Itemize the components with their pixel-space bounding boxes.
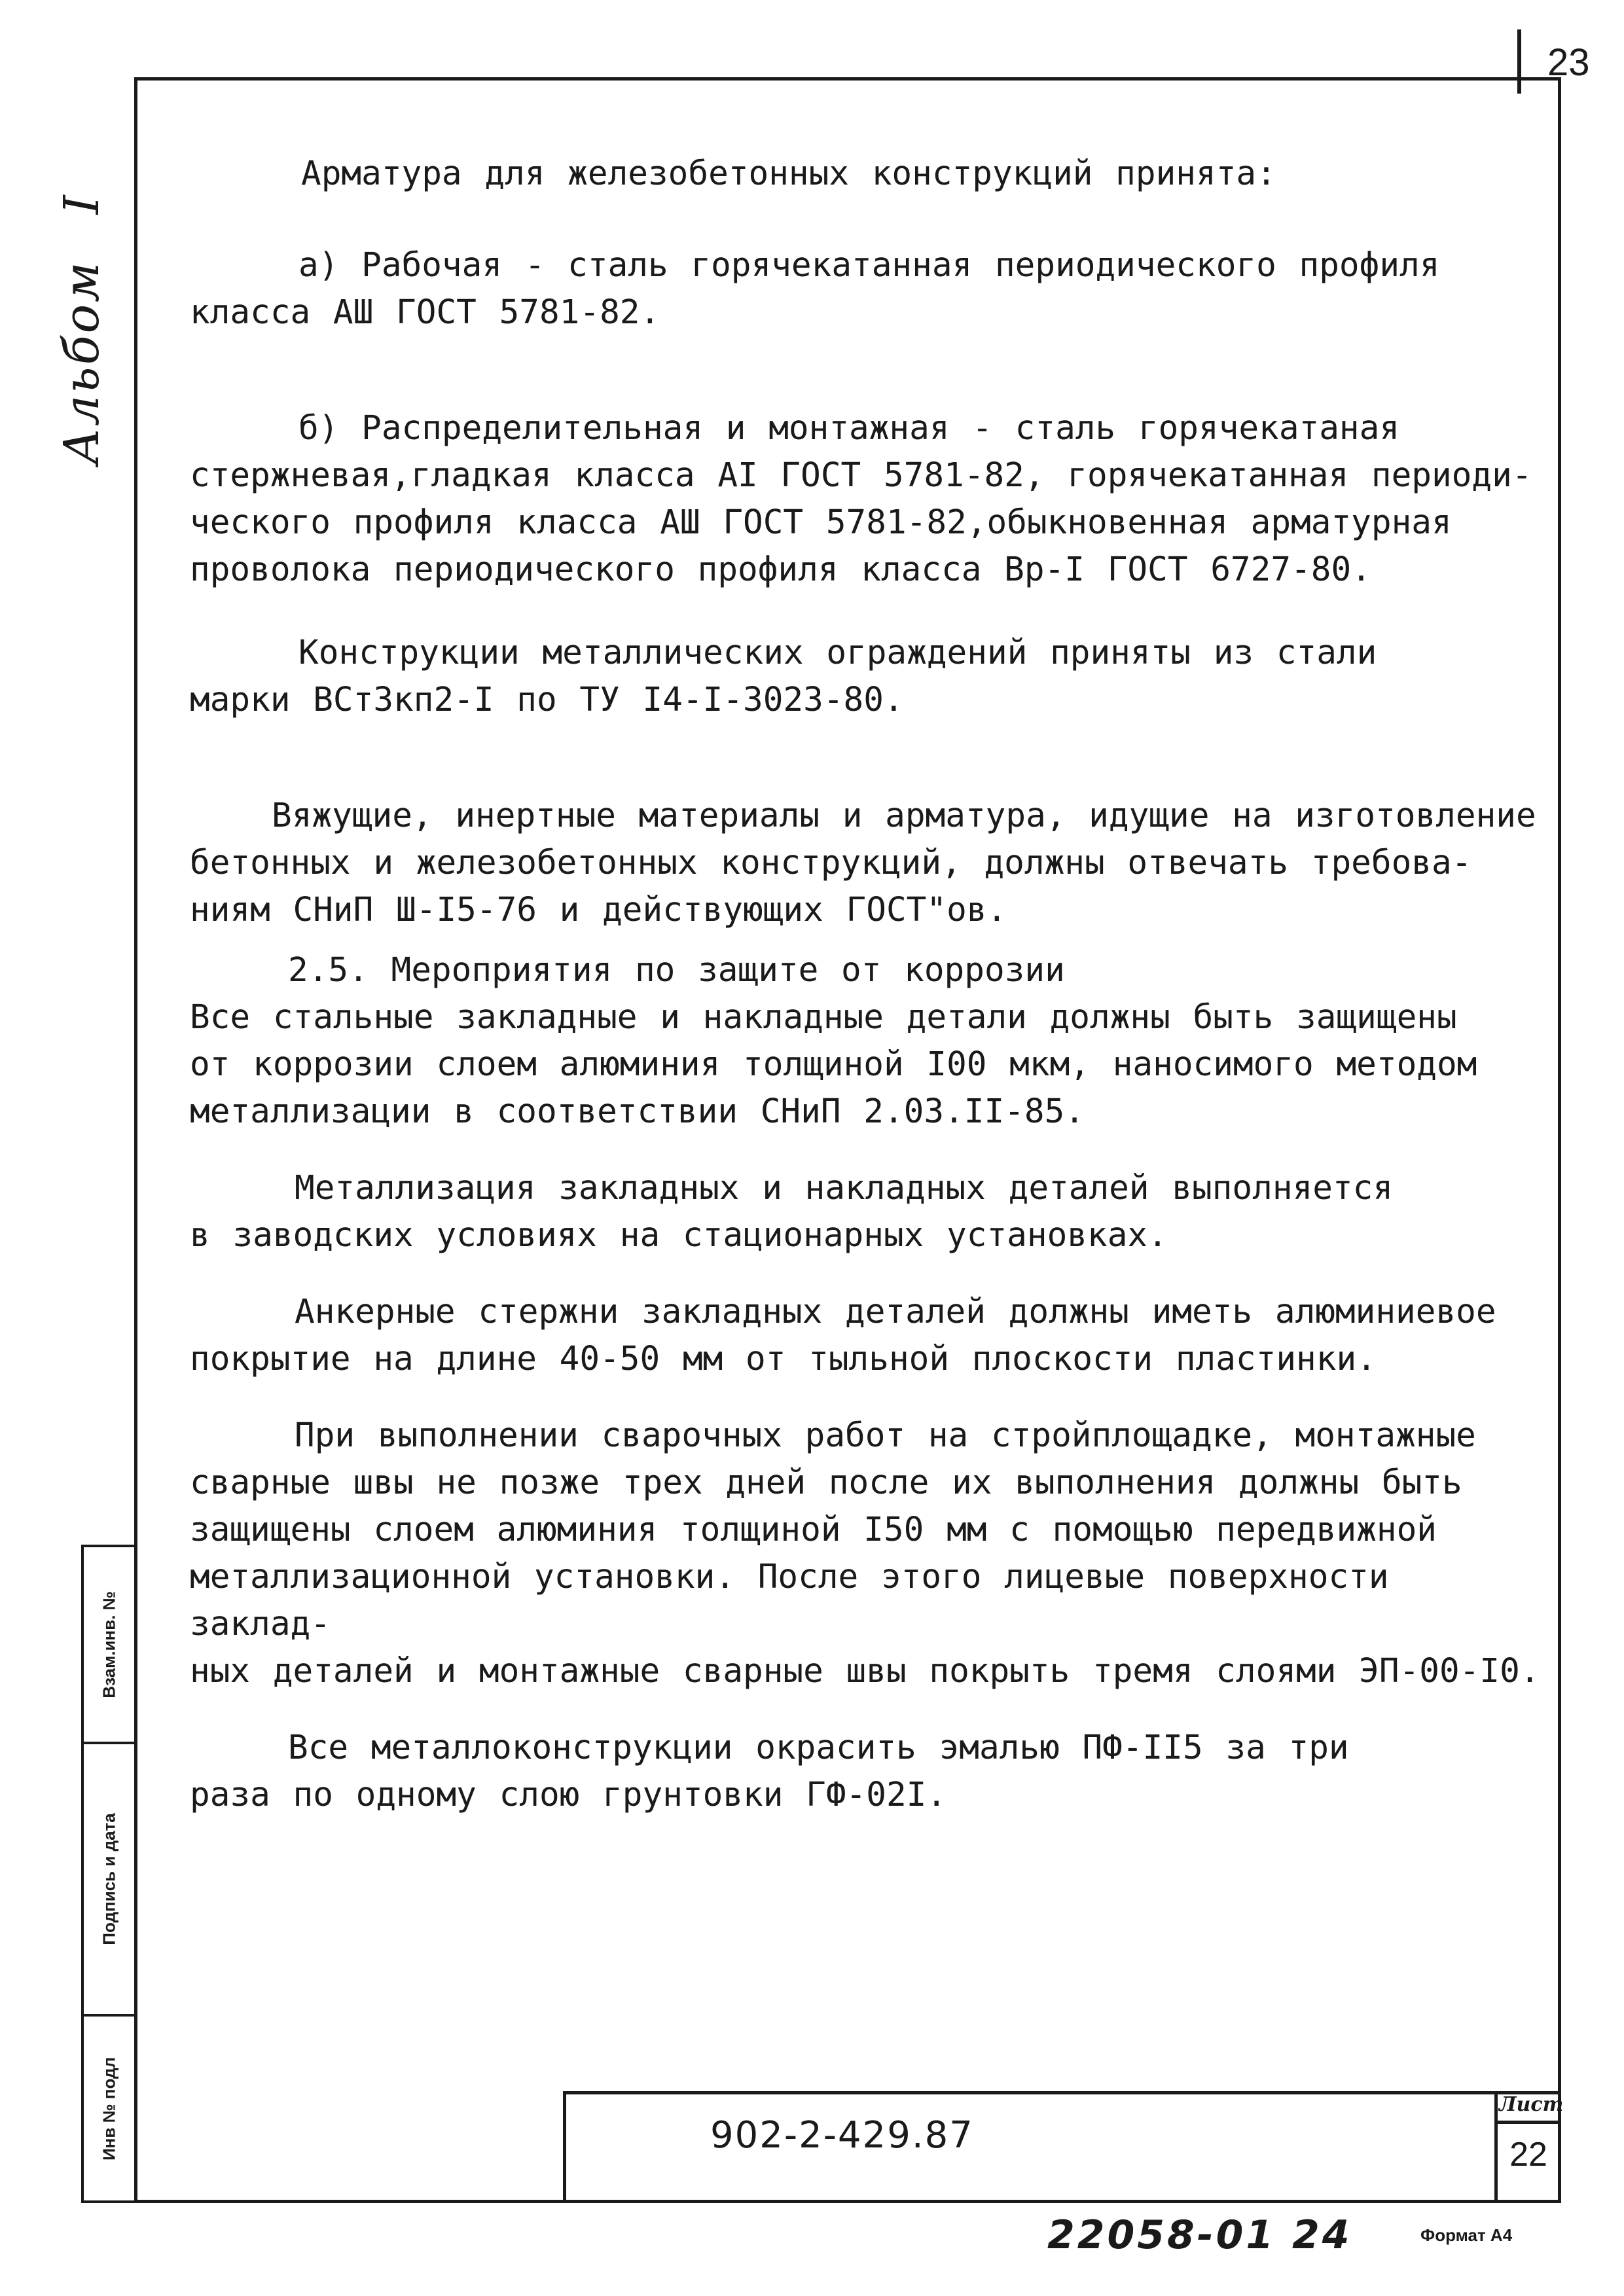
vzam-inv-label: Взам.инв. № xyxy=(99,1590,118,1698)
paragraph-corrosion: 2.5. Мероприятия по защите от коррозии Все стальные закладные и накладные детали должны быть защищены от коррозии слоем алюминия толщиной I00 мкм, наносимого методом металлизации в соответствии СНиП 2.03.II-85. xyxy=(190,951,1477,1131)
paragraph-anchor: Анкерные стержни закладных деталей должны иметь алюминиевое покрытие на длине 40-50 мм от тыльной плоскости пластинки. xyxy=(190,1293,1496,1378)
album-roman-number: I xyxy=(54,193,110,215)
paragraph-a: а) Рабочая - сталь горячекатанная периодического профиля класса АШ ГОСТ 5781-82. xyxy=(190,246,1440,332)
paragraph-fences: Конструкции металлических ограждений приняты из стали марки ВСт3кп2-I по ТУ I4-I-3023-80. xyxy=(190,634,1377,719)
vzam-inv-column xyxy=(81,1545,134,1744)
inv-podl-label: Инв № подл xyxy=(99,2056,118,2161)
sheet-divider xyxy=(1494,2121,1561,2124)
sheet-label: Лист xyxy=(1499,2093,1564,2116)
paragraph-intro: Арматура для железобетонных конструкций принята: xyxy=(301,154,1276,193)
document-body xyxy=(190,151,1551,1819)
handwritten-archive-code: 22058-01 24 xyxy=(1047,2212,1352,2258)
album-side-label xyxy=(46,190,118,465)
sheet-number: 22 xyxy=(1509,2136,1547,2174)
podpis-data-column xyxy=(81,1742,134,2017)
podpis-data-label: Подпись и дата xyxy=(99,1813,118,1945)
paragraph-welding: При выполнении сварочных работ на стройплощадке, монтажные сварные швы не позже трех дней после их выполнения должны быть защищены слоем алюминия толщиной I50 мм с помощью передвижной металлизационной установки. После этого лицевые поверхности заклад- ных деталей и монтажные сварные швы покрыть тремя слоями ЭП-00-I0. xyxy=(190,1416,1540,1691)
format-label: Формат А4 xyxy=(1420,2225,1513,2245)
paragraph-materials: Вяжущие, инертные материалы и арматура, идущие на изготовление бетонных и железобетонных конструкций, должны отвечать требова- ниям СНиП Ш-I5-76 и действующих ГОСТ"ов. xyxy=(190,797,1536,929)
album-label: Альбом xyxy=(54,260,110,465)
inv-podl-column xyxy=(81,2014,134,2203)
corner-tick-mark xyxy=(1517,29,1521,94)
paragraph-painting: Все металлоконструкции окрасить эмалью ПФ-II5 за три раза по одному слою грунтовки ГФ-02I. xyxy=(190,1729,1349,1814)
paragraph-metallization: Металлизация закладных и накладных деталей выполняется в заводских условиях на стационарных установках. xyxy=(190,1169,1394,1255)
corner-page-number: 23 xyxy=(1547,41,1590,84)
document-code: 902-2-429.87 xyxy=(710,2114,974,2157)
paragraph-b: б) Распределительная и монтажная - сталь горячекатаная стержневая,гладкая класса АI ГОСТ 5781-82, горячекатанная периоди- ческого профиля класса АШ ГОСТ 5781-82,обыкновенная арматурная проволока периодического профиля класса Вр-I ГОСТ 6727-80. xyxy=(190,409,1532,589)
